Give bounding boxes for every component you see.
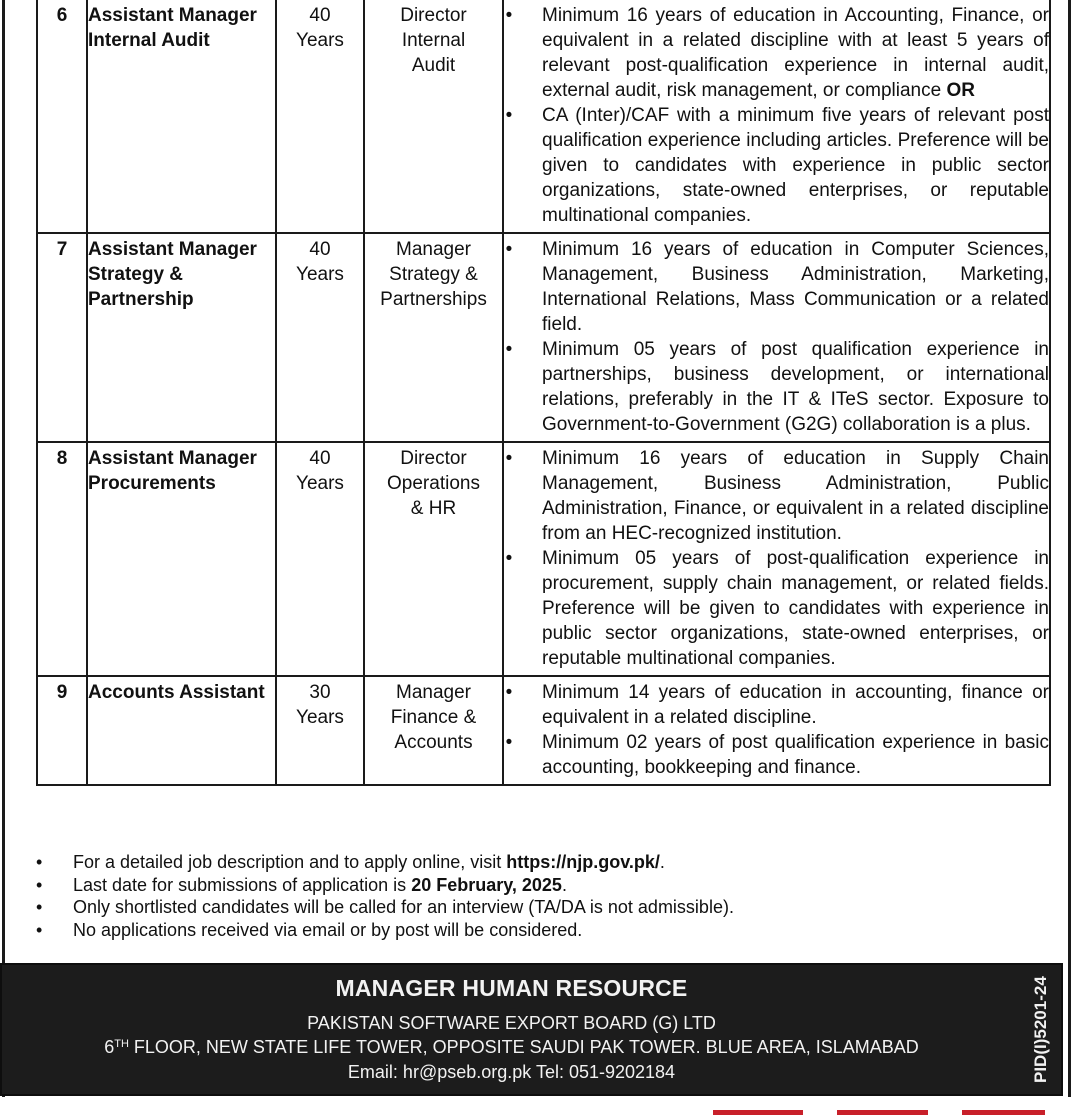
qualification-text: Minimum 02 years of post qualification experience in basic accounting, bookkeeping and finance. [542,732,1049,778]
address-floor-suffix: TH [114,1038,129,1050]
footer-contact: Email: hr@pseb.org.pk Tel: 051-9202184 [347,1062,676,1082]
reports-to-line: Manager [396,239,471,260]
qualification-item [504,730,1049,780]
reports-to-line: Accounts [394,732,473,753]
bullet-icon: • [505,239,513,260]
note-item [36,874,1036,897]
qualification-text: Minimum 16 years of education in Computer Sciences, Management, Business Administration, Marketing, International Relations, Mass Communication or a related field. [542,239,1049,335]
age-limit-line: Years [296,30,344,51]
red-tab-strip [0,1110,1073,1115]
red-tab[interactable] [713,1110,803,1115]
job-number: 9 [37,676,87,785]
note-item [36,896,1036,919]
age-limit [276,0,364,233]
note-text: Last date for submissions of application is [73,874,412,895]
age-limit [276,442,364,676]
bullet-icon: • [505,548,513,569]
qualification-emphasis: OR [946,80,975,101]
job-number: 7 [37,233,87,442]
reports-to [364,0,503,233]
age-limit-line: Years [296,264,344,285]
bullet-icon: • [36,874,43,895]
reports-to-line: Strategy & [389,264,478,285]
bullet-icon: • [36,852,43,872]
note-item [36,851,1036,874]
age-limit [276,676,364,785]
qualification-list [504,680,1049,780]
bullet-icon: • [36,897,43,917]
reports-to-line: Director [400,448,467,469]
note-item [36,919,1036,942]
note-punctuation: . [561,874,567,895]
red-tab[interactable] [837,1110,928,1115]
qualification-text: CA (Inter)/CAF with a minimum five years of relevant post qualification experience including articles. Preference will be given to candidates with experience in public sector organizations, state-owned enterprises, or reputable multinational companies. [542,105,1049,226]
notes-list [36,851,1036,941]
qualifications [503,442,1050,676]
qualification-text: Minimum 05 years of post qualification experience in partnerships, business development, or international relations, preferably in the IT & ITeS sector. Exposure to Government-to-Government (G2G) collaboration is a plus. [542,339,1049,435]
bullet-icon: • [505,105,513,126]
job-title: Assistant Manager Strategy & Partnership [87,233,276,442]
qualification-list [504,3,1049,228]
job-row [37,442,1050,676]
qualification-item [504,103,1049,228]
footer-title: MANAGER HUMAN RESOURCE [335,975,688,1001]
qualifications [503,0,1050,233]
age-limit-line: 40 [309,448,331,469]
reports-to [364,442,503,676]
apply-link[interactable]: https://njp.gov.pk/ [506,852,660,872]
bullet-icon: • [505,5,513,26]
qualification-text: Minimum 16 years of education in Accounting, Finance, or equivalent in a related discipline with at least 5 years of relevant post-qualification experience in internal audit, external audit, risk management, or compliance [542,5,1049,101]
advertisement-page [2,0,1071,1097]
note-emphasis: 20 February, 2025 [411,874,562,895]
reports-to-line: Manager [396,682,471,703]
address-rest: FLOOR, NEW STATE LIFE TOWER, OPPOSITE SAUDI PAK TOWER. BLUE AREA, ISLAMABAD [128,1037,919,1057]
reports-to-line: Internal [401,30,466,51]
reports-to-line: Partnerships [380,289,487,310]
address-floor: 6 [104,1037,115,1057]
qualification-text: Minimum 05 years of post-qualification experience in procurement, supply chain management, or related fields. Preference will be given to candidates with experience in public sector organizations, state-owned enterprises, or reputable multinational companies. [542,548,1049,669]
reports-to-line: Audit [411,55,456,76]
qualifications [503,233,1050,442]
reports-to-line: Finance & [390,707,477,728]
note-text: No applications received via email or by post will be considered. [73,919,583,940]
qualification-item [504,337,1049,437]
bullet-icon: • [505,339,513,360]
footer-contact-block [0,963,1063,1096]
age-limit [276,233,364,442]
bullet-icon: • [505,732,513,753]
job-row [37,0,1050,233]
note-text: For a detailed job description and to apply online, visit [73,852,507,872]
bullet-icon: • [505,682,513,703]
job-title: Accounts Assistant [87,676,276,785]
job-title: Assistant Manager Procurements [87,442,276,676]
reports-to [364,233,503,442]
qualification-item [504,546,1049,671]
qualification-item [504,446,1049,546]
job-number: 6 [37,0,87,233]
qualification-list [504,446,1049,671]
qualification-text: Minimum 14 years of education in accounting, finance or equivalent in a related discipline. [542,682,1049,728]
note-punctuation: . [659,852,665,872]
note-text: Only shortlisted candidates will be called for an interview (TA/DA is not admissible). [73,897,734,917]
age-limit-line: 40 [309,239,331,260]
qualifications [503,676,1050,785]
job-title: Assistant Manager Internal Audit [87,0,276,233]
reports-to-line: & HR [410,498,457,519]
job-number: 8 [37,442,87,676]
job-row [37,233,1050,442]
qualification-list [504,237,1049,437]
qualification-item [504,680,1049,730]
jobs-table [36,0,1051,786]
job-row [37,676,1050,785]
bullet-icon: • [505,448,513,469]
pid-number: PID(I)5201-24 [1031,976,1050,1084]
qualification-item [504,237,1049,337]
reports-to-line: Operations [387,473,480,494]
age-limit-line: 30 [309,682,331,703]
reports-to-line: Director [400,5,467,26]
footer-organization: PAKISTAN SOFTWARE EXPORT BOARD (G) LTD [307,1013,716,1033]
footer-address [2,1037,1021,1058]
age-limit-line: Years [296,707,344,728]
bullet-icon: • [36,919,43,940]
red-tab[interactable] [962,1110,1045,1115]
qualification-text: Minimum 16 years of education in Supply Chain Management, Business Administration, Public Administration, Finance, or equivalent in a related discipline from an HEC-recognized institution. [542,448,1049,544]
age-limit-line: Years [296,473,344,494]
age-limit-line: 40 [309,5,331,26]
qualification-item [504,3,1049,103]
reports-to [364,676,503,785]
